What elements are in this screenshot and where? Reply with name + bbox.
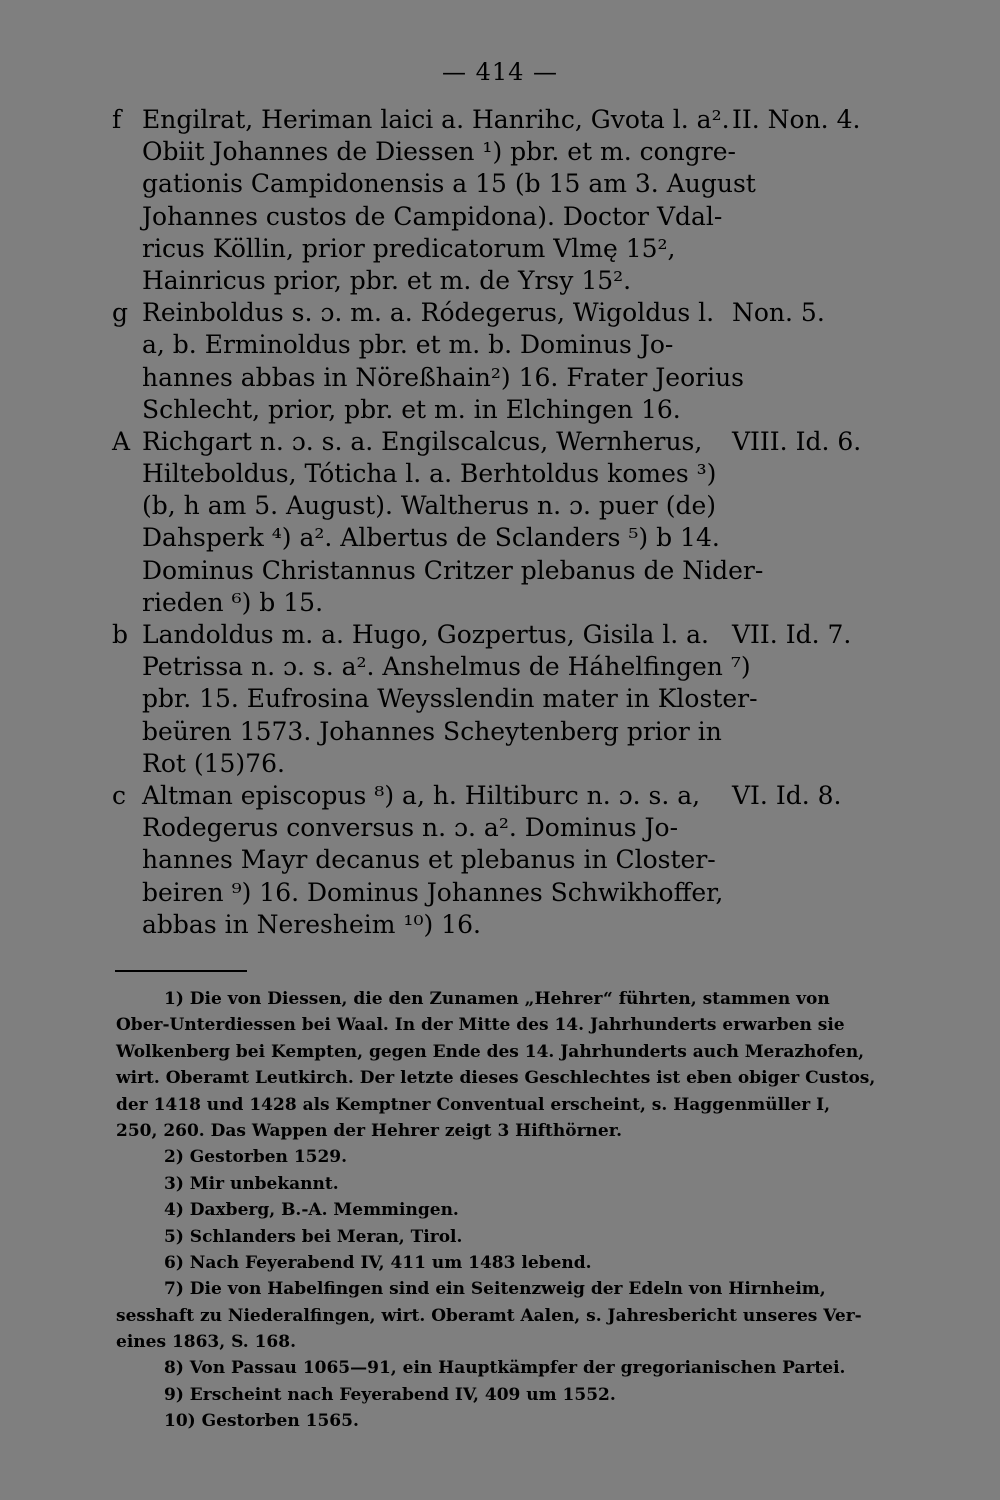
footnote bbox=[116, 1276, 896, 1355]
entry-text: Schlecht, prior, pbr. et m. in Elchingen 16. bbox=[142, 394, 681, 424]
day-letter: g bbox=[112, 298, 129, 328]
entry-text: Reinboldus s. ɔ. m. a. Ródegerus, Wigoldus l. bbox=[142, 298, 715, 328]
calendar-entry bbox=[104, 297, 864, 426]
entry-text: Obiit Johannes de Diessen ¹) pbr. et m. congre- bbox=[142, 137, 736, 167]
entry-line bbox=[104, 812, 864, 844]
entry-text: hannes abbas in Nöreßhain²) 16. Frater Jeorius bbox=[142, 362, 745, 392]
footnote-line: 8) Von Passau 1065—91, ein Hauptkämpfer der gregorianischen Partei. bbox=[164, 1358, 846, 1379]
footnote bbox=[116, 1355, 896, 1381]
calendar-entry bbox=[104, 104, 864, 297]
entry-line bbox=[104, 877, 864, 909]
entry-line bbox=[104, 716, 864, 748]
entry-text: Engilrat, Heriman laici a. Hanrihc, Gvota l. a². bbox=[142, 105, 730, 134]
day-letter: A bbox=[112, 426, 131, 456]
entry-line bbox=[104, 587, 864, 619]
footnote bbox=[116, 1408, 896, 1434]
entry-line bbox=[104, 426, 864, 458]
entry-line bbox=[104, 619, 864, 651]
entry-line bbox=[104, 748, 864, 780]
entry-text: Altman episcopus ⁸) a, h. Hiltiburc n. ɔ. s. a, bbox=[142, 780, 701, 810]
entry-text: pbr. 15. Eufrosina Weysslendin mater in Kloster- bbox=[142, 684, 758, 714]
day-letter: c bbox=[112, 780, 127, 810]
entry-text: Dominus Christannus Critzer plebanus de Nider- bbox=[142, 555, 764, 585]
footnote bbox=[116, 1144, 896, 1170]
entry-line bbox=[104, 683, 864, 715]
entry-text: Hilteboldus, Tóticha l. a. Berhtoldus komes ³) bbox=[142, 459, 717, 489]
footnote-line: 1) Die von Diessen, die den Zunamen „Hehrer“ führten, stammen von bbox=[164, 989, 830, 1009]
footnote bbox=[116, 986, 896, 1144]
entry-text: ricus Köllin, prior predicatorum Vlmę 15², bbox=[142, 233, 676, 263]
entry-line bbox=[104, 104, 864, 136]
roman-date: VIII. Id. 6. bbox=[732, 426, 862, 456]
footnote-line: Ober-Unterdiessen bei Waal. In der Mitte des 14. Jahrhunderts erwarben sie bbox=[116, 1015, 845, 1036]
footnote-line: 3) Mir unbekannt. bbox=[164, 1173, 339, 1194]
footnote-rule bbox=[115, 970, 247, 972]
entry-line bbox=[104, 362, 864, 394]
entry-text: Dahsperk ⁴) a². Albertus de Sclanders ⁵) b 14. bbox=[142, 523, 720, 553]
entry-text: Richgart n. ɔ. s. a. Engilscalcus, Wernherus, bbox=[142, 426, 703, 456]
entry-line bbox=[104, 265, 864, 297]
entry-line bbox=[104, 136, 864, 168]
day-letter: f bbox=[112, 105, 122, 134]
roman-date: Non. 5. bbox=[732, 298, 825, 328]
footnote-line: eines 1863, S. 168. bbox=[116, 1332, 297, 1353]
footnote-line: 250, 260. Das Wappen der Hehrer zeigt 3 Hifthörner. bbox=[116, 1120, 623, 1141]
footnote-line: 6) Nach Feyerabend IV, 411 um 1483 lebend. bbox=[164, 1252, 592, 1273]
entry-line bbox=[104, 555, 864, 587]
footnote-line: 10) Gestorben 1565. bbox=[164, 1411, 359, 1432]
calendar-entry bbox=[104, 619, 864, 780]
footnote-line: 2) Gestorben 1529. bbox=[164, 1147, 348, 1168]
calendar-entry bbox=[104, 426, 864, 619]
entry-line bbox=[104, 522, 864, 554]
entry-text: beiren ⁹) 16. Dominus Johannes Schwikhoffer, bbox=[142, 877, 724, 907]
entry-line bbox=[104, 780, 864, 812]
entry-line bbox=[104, 233, 864, 265]
entry-line bbox=[104, 329, 864, 361]
day-letter: b bbox=[112, 620, 129, 649]
entry-line bbox=[104, 651, 864, 683]
footnote-line: wirt. Oberamt Leutkirch. Der letzte dieses Geschlechtes ist eben obiger Custos, bbox=[116, 1068, 876, 1089]
entry-line bbox=[104, 458, 864, 490]
footnotes bbox=[116, 986, 896, 1435]
entry-line bbox=[104, 844, 864, 876]
entry-line bbox=[104, 490, 864, 522]
entry-text: rieden ⁶) b 15. bbox=[142, 587, 324, 617]
entry-text: Johannes custos de Campidona). Doctor Vdal- bbox=[142, 201, 723, 231]
footnote-line: sesshaft zu Niederalfingen, wirt. Oberamt Aalen, s. Jahresbericht unseres Ver- bbox=[116, 1305, 862, 1326]
entry-text: Rodegerus conversus n. ɔ. a². Dominus Jo- bbox=[142, 813, 679, 843]
footnote bbox=[116, 1382, 896, 1408]
roman-date: II. Non. 4. bbox=[732, 105, 861, 134]
footnote-line: 9) Erscheint nach Feyerabend IV, 409 um 1552. bbox=[164, 1384, 616, 1405]
entry-line bbox=[104, 168, 864, 200]
footnote bbox=[116, 1197, 896, 1223]
entry-text: hannes Mayr decanus et plebanus in Closter- bbox=[142, 845, 716, 875]
page-number: — 414 — bbox=[441, 58, 559, 86]
entry-line bbox=[104, 297, 864, 329]
entry-text: Landoldus m. a. Hugo, Gozpertus, Gisila l. a. bbox=[142, 620, 709, 649]
footnote-line: 5) Schlanders bei Meran, Tirol. bbox=[164, 1226, 463, 1247]
entry-line bbox=[104, 909, 864, 941]
footnote-line: der 1418 und 1428 als Kemptner Conventual erscheint, s. Haggenmüller I, bbox=[116, 1094, 831, 1115]
footnote bbox=[116, 1224, 896, 1250]
footnote-line: 4) Daxberg, B.-A. Memmingen. bbox=[164, 1200, 459, 1221]
entry-text: beüren 1573. Johannes Scheytenberg prior in bbox=[142, 716, 722, 746]
entry-line bbox=[104, 201, 864, 233]
entry-text: Petrissa n. ɔ. s. a². Anshelmus de Háhelfingen ⁷) bbox=[142, 652, 751, 682]
entry-text: (b, h am 5. August). Waltherus n. ɔ. puer (de) bbox=[142, 491, 717, 521]
footnote-line: Wolkenberg bei Kempten, gegen Ende des 14. Jahrhunderts auch Merazhofen, bbox=[116, 1041, 865, 1062]
calendar-entry bbox=[104, 780, 864, 941]
entry-text: gationis Campidonensis a 15 (b 15 am 3. August bbox=[142, 169, 756, 199]
roman-date: VI. Id. 8. bbox=[732, 780, 842, 810]
footnote bbox=[116, 1171, 896, 1197]
entry-line bbox=[104, 394, 864, 426]
footnote bbox=[116, 1250, 896, 1276]
calendar-entries bbox=[104, 104, 864, 941]
entry-text: Hainricus prior, pbr. et m. de Yrsy 15². bbox=[142, 265, 632, 295]
footnote-line: 7) Die von Habelfingen sind ein Seitenzweig der Edeln von Hirnheim, bbox=[164, 1279, 826, 1300]
entry-text: Rot (15)76. bbox=[142, 748, 285, 778]
entry-text: abbas in Neresheim ¹⁰) 16. bbox=[142, 909, 481, 939]
roman-date: VII. Id. 7. bbox=[732, 620, 852, 649]
entry-text: a, b. Erminoldus pbr. et m. b. Dominus Jo- bbox=[142, 330, 674, 360]
